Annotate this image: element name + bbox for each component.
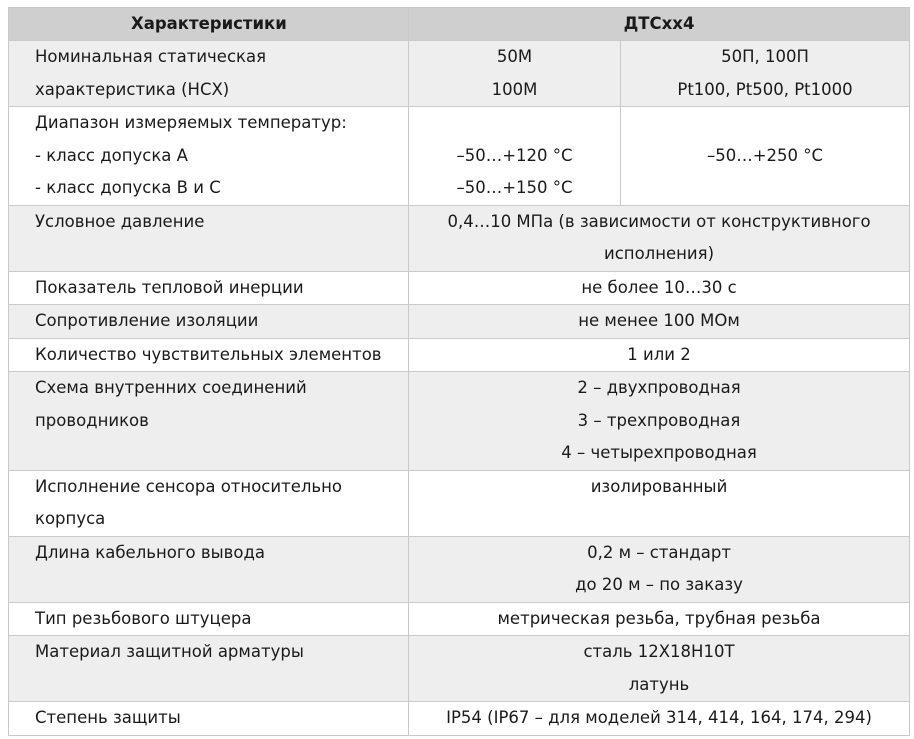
row-label [9, 536, 409, 602]
row-value [409, 636, 910, 702]
row-value [409, 536, 910, 602]
table-header-row [9, 8, 910, 41]
value-line: до 20 м – по заказу [575, 575, 743, 594]
row-value [409, 41, 621, 107]
row-label [9, 702, 409, 736]
row-label [9, 305, 409, 339]
row-value [409, 372, 910, 471]
table-row-inertia [9, 271, 910, 305]
row-label [9, 636, 409, 702]
table-row-wiring [9, 372, 910, 471]
label-line: Номинальная статическая [35, 47, 267, 66]
label-line: Количество чувствительных элементов [35, 344, 382, 364]
label-line: - класс допуска А [35, 145, 188, 165]
table-row-range [9, 107, 910, 206]
row-value [409, 305, 910, 339]
value-line: 100М [491, 79, 538, 99]
value-line: 50П, 100П [721, 47, 809, 66]
table-row-thread [9, 602, 910, 636]
label-line: Материал защитной арматуры [35, 642, 304, 661]
value-line: 0,2 м – стандарт [587, 542, 731, 562]
label-line: - класс допуска В и С [35, 178, 221, 197]
value-line [621, 107, 909, 140]
value-line: –50…+120 °С [456, 145, 573, 165]
value-line: –50…+150 °С [456, 178, 573, 197]
row-value [621, 41, 910, 107]
row-value [409, 205, 910, 271]
row-label [9, 372, 409, 471]
table-row-protection [9, 702, 910, 736]
value-line: 4 – четырехпроводная [561, 443, 757, 462]
table-row-pressure [9, 205, 910, 271]
value-line: метрическая резьба, трубная резьба [497, 608, 821, 628]
table-row-insulation [9, 305, 910, 339]
table-row-armature [9, 636, 910, 702]
value-line: –50…+250 °С [706, 145, 824, 165]
label-line: Исполнение сенсора относительно [35, 476, 342, 496]
value-line: исполнения) [603, 244, 715, 263]
row-value [409, 702, 910, 736]
value-line: не более 10…30 с [581, 277, 737, 297]
spec-table [8, 7, 910, 736]
row-value [409, 271, 910, 305]
value-line: не менее 100 МОм [578, 311, 740, 330]
value-line [621, 172, 909, 205]
row-value [409, 470, 910, 536]
row-value [409, 602, 910, 636]
row-label [9, 470, 409, 536]
row-label [9, 271, 409, 305]
spec-table-wrapper [8, 7, 909, 736]
row-label [9, 338, 409, 372]
header-characteristics-text: Характеристики [131, 14, 287, 33]
value-line: 0,4…10 МПа (в зависимости от конструктивного [447, 211, 871, 231]
table-row-sensor [9, 470, 910, 536]
value-line: латунь [628, 674, 690, 694]
label-line: Диапазон измеряемых температур: [35, 113, 347, 132]
row-label [9, 41, 409, 107]
row-value [621, 107, 910, 206]
value-line: изолированный [590, 476, 728, 496]
value-line: 3 – трехпроводная [577, 410, 741, 430]
header-model-text: ДТСхх4 [623, 14, 695, 33]
value-line: сталь 12Х18Н10Т [583, 642, 735, 661]
label-line: характеристика (НСХ) [35, 79, 230, 99]
label-line: Показатель тепловой инерции [35, 277, 304, 297]
label-line: корпуса [35, 509, 106, 528]
row-label [9, 107, 409, 206]
table-row-elements [9, 338, 910, 372]
table-row-nsh [9, 41, 910, 107]
row-value [409, 107, 621, 206]
value-line: Pt100, Pt500, Pt1000 [677, 79, 853, 99]
value-line: 50М [496, 47, 533, 66]
value-line: 2 – двухпроводная [577, 378, 741, 397]
header-model [409, 8, 910, 41]
row-value [409, 338, 910, 372]
label-line: Длина кабельного вывода [35, 542, 265, 562]
table-row-cable [9, 536, 910, 602]
header-characteristics [9, 8, 409, 41]
label-line: Степень защиты [35, 708, 181, 727]
value-line: IP54 (IP67 – для моделей 314, 414, 164, 174, 294) [446, 708, 872, 727]
row-label [9, 602, 409, 636]
value-line: 1 или 2 [627, 344, 691, 364]
label-line: проводников [35, 410, 149, 430]
value-line [409, 107, 620, 140]
row-label [9, 205, 409, 271]
label-line: Условное давление [35, 211, 205, 231]
label-line: Схема внутренних соединений [35, 378, 307, 397]
label-line: Сопротивление изоляции [35, 311, 259, 330]
label-line: Тип резьбового штуцера [35, 608, 252, 628]
